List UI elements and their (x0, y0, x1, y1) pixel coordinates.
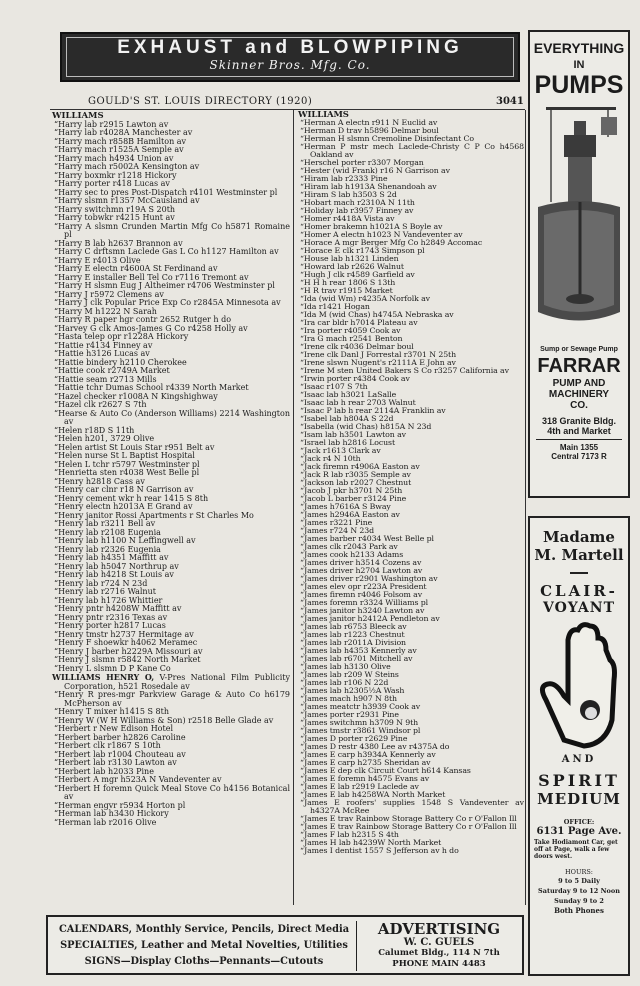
entry-text: Henry h2818 Cass av (58, 476, 145, 486)
entry-text: James r3221 Pine (304, 518, 373, 527)
entry-text: Hester (wid Frank) r16 N Garrison av (303, 166, 450, 175)
entry-text: James D porter r2629 Pine (304, 734, 408, 743)
entry-text: Harry boxmkr r1218 Hickory (58, 170, 177, 180)
hours-label: HOURS: (564, 868, 593, 876)
entry-text: Irene slswn Nugent's r2111A E John av (303, 358, 456, 367)
ad-title: ADVERTISING (377, 920, 501, 938)
entry-text: Hugh J clk r4589 Garfield av (303, 270, 415, 279)
banner-ad (60, 32, 520, 82)
entry-text: Herbert lab r1004 Chouteau av (58, 749, 186, 759)
entry-text: Isaac lab h rear 2703 Walnut (303, 398, 416, 407)
entry-text: James E dep clk Circuit Court h614 Kansas (304, 766, 471, 775)
entry-text: Herschel porter r3307 Morgan (303, 158, 424, 167)
entry-text: Harry J clk Popular Price Exp Co r2845A Minnesota av (58, 298, 281, 307)
entry-text: Henry janitor Rossi Apartments r St Charles Mo (58, 510, 254, 520)
entry-text: Jack r1613 Clark av (304, 446, 381, 455)
divider (536, 439, 622, 440)
entry-text: Isaac lab h3021 LaSalle (303, 390, 397, 399)
entry-text: James E foremn h4575 Evans av (304, 774, 430, 783)
company-name: FARRAR (537, 355, 621, 377)
entry-text: Henry lab r724 N 23d (58, 578, 148, 588)
directory-entry (298, 847, 524, 855)
entry-text: Helen h201, 3729 Olive (58, 434, 155, 443)
entry-text: Harry R paper hgr contr 2652 Rutger h do (58, 315, 232, 324)
entry-text: Harry M h1222 N Sarah (58, 306, 157, 316)
entry-text: Jack firemn r4906A Easton av (304, 462, 420, 471)
directory-entry (298, 143, 524, 159)
entry-text: Homer brakemn h1021A S Boyle av (303, 222, 443, 231)
entry-text: Henry F shoewkr h4062 Meramec (58, 638, 198, 647)
ad-name: M. Martell (534, 546, 624, 564)
directions: Take Hodiamont Car, get off at Page, walk a few doors west. (534, 839, 618, 860)
entry-text: Irene M sten United Bakers S Co r3257 California av (303, 366, 509, 375)
entry-text: Ida r1421 Hogan (303, 302, 370, 311)
entry-text: Irene clk r4036 Delmar boul (303, 342, 414, 351)
entry-text: Herbert r New Edison Hotel (58, 724, 173, 733)
entry-text: James cook h2133 Adams (304, 550, 404, 559)
office-address: 6131 Page Ave. (536, 826, 622, 837)
entry-text: James lab r106 N 22d (304, 678, 389, 687)
entry-text: Henry W (W H Williams & Son) r2518 Belle Glade av (58, 715, 274, 725)
entry-text: James porter r2931 Pine (304, 710, 399, 719)
entry-text: Isabel lab h804A S 22d (303, 414, 394, 423)
company-name-line: CO. (570, 400, 588, 411)
ad-line: CALENDARS, Monthly Service, Pencils, Direct Media (58, 924, 350, 935)
entry-text: Harvey G clk Amos-James G Co r4258 Holly av (58, 323, 248, 333)
entry-text: James r724 N 23d (304, 526, 375, 535)
entry-text: Homer A electn h1023 N Vandeventer av (303, 230, 463, 239)
entry-text: James lab r1223 Chestnut (304, 630, 405, 639)
column-divider (293, 110, 294, 905)
entry-text: Harry E r4013 Olive (58, 255, 141, 265)
running-head: GOULD'S ST. LOUIS DIRECTORY (1920) (88, 96, 313, 107)
ad-title: VOYANT (543, 600, 615, 616)
entry-text: James foremn r3324 Williams pl (304, 598, 429, 607)
entry-text: Henry lab r2108 Eugenia (58, 527, 161, 537)
entry-text: Hattie tchr Dumas School r4339 North Market (58, 383, 249, 392)
entry-text: H H h rear 1806 S 13th (303, 278, 396, 287)
surname-heading: WILLIAMS (298, 110, 349, 120)
entry-text: Hattie r4134 Finney av (58, 340, 153, 350)
entry-list (52, 121, 290, 828)
entry-text: James D restr 4380 Lee av r4375A do (304, 742, 450, 751)
entry-text: Herbert clk r1867 S 10th (58, 741, 161, 750)
banner-title: EXHAUST and BLOWPIPING (117, 37, 463, 58)
entry-text: James lab h2305½A Wash (304, 686, 405, 695)
entry-text: Harry porter r418 Lucas av (58, 179, 170, 188)
ad-title: SPIRIT (538, 771, 620, 790)
entry-text: Ida (wid Wm) r4235A Norfolk av (303, 294, 430, 303)
directory-entry (52, 819, 290, 828)
entry-text: Hattie cook r2749A Market (58, 366, 170, 375)
entry-text: James h2946A Easton av (304, 510, 400, 519)
entry-text: Harry mach h4934 Union av (58, 153, 174, 163)
entry-text: Henry electn h2013A E Grand av (58, 502, 193, 511)
entry-text: Harry sec to pres Post-Dispatch r4101 Westminster pl (58, 187, 278, 197)
entry-text: Herman lab h3430 Hickory (58, 809, 169, 818)
entry-text: Israel lab h2816 Locust (303, 438, 395, 447)
ad-headline: PUMPS (534, 71, 624, 99)
entry-text: Harry lab r2915 Lawton av (58, 119, 169, 129)
entry-text: Henry porter h2817 Lucas (58, 621, 166, 630)
entry-text: James H lab h4239W North Market (304, 838, 442, 847)
entry-text: Helen artist St Louis Star r951 Belt av (58, 442, 215, 452)
entry-text: Henry lab h4351 Maffitt av (58, 553, 169, 562)
entry-text: Herman H slsmn Cremoline Disinfectant Co (303, 134, 474, 143)
entry-text: Isaac r107 S 7th (303, 382, 368, 391)
entry-text: Harry mach r858B Hamilton av (58, 136, 187, 146)
entry-text: Hattie seam r2713 Mills (58, 374, 157, 384)
ad-name: W. C. GUELS (403, 937, 475, 948)
entry-text: Harry H slsmn Eug J Altheimer r4706 Westminster pl (58, 281, 275, 290)
entry-text: James firemn r4046 Folsom av (304, 590, 422, 599)
palm-illustration (534, 620, 624, 750)
entry-text: Harry B lab h2637 Brannon av (58, 238, 183, 248)
ad-phone: PHONE MAIN 4483 (392, 959, 486, 969)
hours-line: 9 to 5 Daily (558, 877, 600, 885)
pumps-ad (528, 30, 630, 498)
entry-text: Hiram lab h1913A Shenandoah av (303, 182, 437, 191)
entry-text: Ira porter r4059 Cook av (303, 326, 401, 335)
entry-text: James E roofers' supplies 1548 S Vandeventer av h4327A McRee (304, 798, 524, 815)
ad-headline: EVERYTHING (533, 40, 625, 56)
divider (570, 572, 588, 574)
ad-and: AND (561, 754, 597, 765)
entry-text: Herbert barber h2826 Caroline (58, 732, 186, 742)
entry-text: Henry L slsmn D P Kane Co (58, 663, 171, 673)
clairvoyant-ad (528, 516, 630, 976)
entry-text: James E lab h4258WA North Market (304, 790, 446, 799)
entry-text: Henry lab h5047 Northrup av (58, 561, 179, 571)
entry-text: James driver h3514 Cozens av (304, 558, 422, 567)
entry-text: Henry lab h1100 N Leffingwell av (58, 536, 196, 545)
entry-text: Hattie bindery h2110 Cherokee (58, 357, 187, 367)
entry-text: Herbert lab h2033 Pine (58, 766, 154, 776)
office-label: OFFICE: (563, 818, 595, 826)
entry-text: Horace A mgr Berger Mfg Co h2849 Accomac (303, 238, 483, 247)
entry-text: Helen L tchr r5797 Westminster pl (58, 459, 200, 469)
entry-text: Harry A slsmn Crunden Martin Mfg Co h5871 Romaine pl (58, 221, 290, 239)
entry-text: Harry lab r4028A Manchester av (58, 128, 193, 137)
banner-subtitle: Skinner Bros. Mfg. Co. (209, 58, 371, 72)
entry-text: Henry car clnr r18 N Garrison av (58, 485, 194, 494)
phone-line: Central 7173 R (551, 452, 607, 461)
phone-line: Main 1355 (559, 443, 599, 452)
entry-text: James meatctr h3939 Cook av (304, 702, 421, 711)
entry-text: Henrietta sten r4038 West Belle pl (58, 468, 200, 477)
entry-text: James F lab h2315 S 4th (304, 830, 399, 839)
entry-text: James E carp h2735 Sheridan av (304, 758, 431, 767)
entry-text: Ira G mach r2541 Benton (303, 334, 403, 343)
entry-text: Jackson lab r2027 Chestnut (304, 478, 412, 487)
entry-text: James janitor h2412A Pendleton av (304, 614, 440, 623)
entry-text: James clk r2043 Park av (304, 542, 398, 551)
entry-text: James E trav Rainbow Storage Battery Co r O'Fallon Ill (304, 814, 517, 823)
advertising-ad (46, 915, 524, 975)
entry-text: James E lab r2919 Laclede av (304, 782, 419, 791)
entry-text: Hattie h3126 Lucas av (58, 349, 150, 358)
entry-text: James lab r6701 Mitchell av (304, 654, 413, 663)
entry-text: Homer r4418A Vista av (303, 214, 395, 223)
entry-text: Herman lab r2016 Olive (58, 817, 157, 827)
entry-text: Irene clk Danl J Forrestal r3701 N 25th (303, 350, 457, 359)
entry-text: Harry mach r5002A Kensington av (58, 162, 200, 171)
page-number: 3041 (496, 96, 524, 107)
entry-text: James elev opr r223A President (304, 582, 427, 591)
entry-text: James I dentist 1557 S Jefferson av h do (304, 846, 459, 855)
entry-text: Henry J barber h2229A Missouri av (58, 646, 203, 656)
entry-text: James mach h907 N 8th (304, 694, 397, 703)
entry-text: Herman engvr r5934 Horton pl (58, 800, 186, 810)
entry-text: Herman D trav h5896 Delmar boul (303, 126, 439, 135)
ad-title: MEDIUM (537, 790, 621, 808)
entry-text: Jacob J pkr h3701 N 25th (304, 486, 403, 495)
directory-entry (298, 799, 524, 815)
entry-text: Ida M (wid Chas) h4745A Nebraska av (303, 310, 454, 319)
entry-text: James lab r6753 Bleeck av (304, 622, 407, 631)
left-column (52, 112, 290, 827)
entry-text: Henry lab r3211 Bell av (58, 519, 156, 528)
directory-entry (52, 785, 290, 802)
entry-text: Helen r18D S 11th (58, 425, 135, 435)
entry-text: Henry pntr h4208W Maffitt av (58, 604, 182, 613)
entry-text: Holiday lab r3957 Finney av (303, 206, 414, 215)
entry-text: James E carp h3934A Kennerly av (304, 750, 436, 759)
ad-headline: IN (573, 59, 585, 71)
ad-address: Calumet Bldg., 114 N 7th (378, 948, 500, 958)
entry-text: Harry tobwkr r4215 Hunt av (58, 213, 175, 222)
entry-text: James lab h4353 Kennerly av (304, 646, 417, 655)
entry-text: James lab h3130 Olive (304, 662, 391, 671)
header-rule (50, 109, 525, 110)
entry-text: Henry J slsmn r5842 North Market (58, 655, 201, 664)
entry-text: Herman A electn r911 N Euclid av (303, 118, 438, 127)
entry-text: James lab r209 W Steins (304, 670, 399, 679)
entry-text: Hobart mach r2310A N 11th (303, 198, 415, 207)
company-name-line: PUMP AND (552, 378, 606, 389)
entry-text: Henry lab h4218 St Louis av (58, 570, 174, 579)
directory-entry (52, 410, 290, 427)
entry-text: Helen nurse St L Baptist Hospital (58, 451, 195, 460)
pump-illustration (536, 107, 622, 342)
entry-text: Howard lab r2626 Walnut (303, 262, 404, 271)
entry-text: Henry pntr r2316 Texas av (58, 612, 168, 622)
ad-line: SIGNS—Display Cloths—Pennants—Cutouts (84, 956, 324, 967)
entry-text: Harry E installer Bell Tel Co r7116 Tremont av (58, 272, 249, 282)
entry-text: Jack R lab r3035 Semple av (304, 470, 411, 479)
ad-name: Madame (543, 528, 615, 546)
entry-text: Jacob L barber r3124 Pine (304, 494, 407, 503)
surname-heading: WILLIAMS (52, 111, 104, 121)
phones-line: Both Phones (554, 906, 604, 915)
address-line: 318 Granite Bldg. (541, 416, 617, 426)
entry-text: James barber r4034 West Belle pl (304, 534, 434, 543)
entry-text: James E trav Rainbow Storage Battery Co r O'Fallon Ill (304, 822, 517, 831)
entry-text: H R trav r1915 Market (303, 286, 393, 295)
entry-text: Hiram S lab h3503 S 2d (303, 190, 397, 199)
entry-text: Hiram lab r2333 Pine (303, 174, 388, 183)
column-divider (525, 110, 526, 905)
entry-text: James driver h2704 Lawton av (304, 566, 423, 575)
entry-text: Harry C drftsmn Laclede Gas L Co h1127 Hamilton av (58, 247, 279, 256)
directory-entry (52, 223, 290, 240)
entry-text: Isabella (wid Chas) h815A N 23d (303, 422, 432, 431)
entry-text: Jack r4 N 10th (304, 454, 361, 463)
company-name-line: MACHINERY (548, 389, 610, 400)
entry-text: Harry mach r1525A Semple av (58, 145, 184, 154)
ad-title: CLAIR- (540, 582, 618, 600)
entry-text: Herbert A mgr h523A N Vandeventer av (58, 775, 222, 784)
entry-text: James driver r2901 Washington av (304, 574, 438, 583)
entry-text: Isaac P lab h rear 2114A Franklin av (303, 406, 446, 415)
entry-text: Hasta telep opr r1228A Hickory (58, 332, 189, 341)
entry-text: Hearse & Auto Co (Anderson Williams) 2214 Washington av (58, 408, 290, 426)
entry-text: Harry J r5972 Clemens av (58, 289, 164, 299)
entry-text: Henry tmstr h2737 Hermitage av (58, 629, 194, 639)
entry-text: Isam lab h3501 Lawton av (303, 430, 406, 439)
entry-text: V-Pres National Film Publicity Corporation, h521 Rosedale av (64, 673, 291, 691)
entry-text: James janitor h3240 Lawton av (304, 606, 425, 615)
address-line: 4th and Market (547, 426, 611, 436)
entry-text: James lab r2011A Division (304, 638, 406, 647)
directory-entry (52, 673, 290, 691)
ad-services (54, 922, 354, 970)
entry-text: Henry lab r2716 Walnut (58, 587, 156, 596)
entry-text: James switchmn h3709 N 9th (304, 718, 419, 727)
entry-text: Irwin porter r4384 Cook av (303, 374, 410, 383)
entry-text: Horace E clk r1743 Simpson pl (303, 246, 425, 255)
entry-text: Hazel checker r1008A N Kingshighway (58, 391, 218, 401)
entry-list (298, 119, 524, 855)
ad-contact (356, 921, 521, 971)
pump-caption: Sump or Sewage Pump (540, 346, 618, 353)
hours-line: Saturday 9 to 12 Noon (538, 887, 620, 895)
entry-text: Ira car bldr h7014 Plateau av (303, 318, 418, 327)
entry-name-bold: WILLIAMS HENRY O, (52, 672, 155, 682)
entry-text: Hazel clk r2627 S 7th (58, 400, 147, 409)
entry-text: Harry E electn r4600A St Ferdinand av (58, 264, 218, 273)
entry-text: Henry lab r2326 Eugenia (58, 544, 161, 554)
entry-text: Herbert lab r3130 Lawton av (58, 758, 177, 767)
entry-text: Henry T mixer h1415 S 8th (58, 707, 170, 716)
entry-text: Harry slsmn r1357 McCausland av (58, 196, 200, 205)
entry-text: Harry switchmn r19A S 20th (58, 204, 176, 214)
entry-text: James h7616A S Bway (304, 502, 391, 511)
directory-entry (52, 691, 290, 708)
right-column (298, 111, 524, 855)
entry-text: House lab h1321 Linden (303, 254, 399, 263)
ad-line: SPECIALTIES, Leather and Metal Novelties, Utilities (60, 940, 348, 951)
entry-text: Herman P mstr mech Laclede-Christy C P Co h4568 Oakland av (303, 142, 524, 159)
entry-text: Henry R pres-mgr Parkview Garage & Auto Co h6179 McPherson av (58, 690, 290, 708)
banner-frame (66, 37, 514, 77)
entry-text: Henry cement wkr h rear 1415 S 8th (58, 493, 209, 503)
entry-text: Henry lab h1726 Whittier (58, 595, 163, 605)
entry-text: Herbert H foremn Quick Meal Stove Co h4156 Botanical av (58, 783, 290, 801)
entry-text: James tmstr r3861 Windsor pl (304, 726, 421, 735)
hours-line: Sunday 9 to 2 (554, 897, 604, 905)
